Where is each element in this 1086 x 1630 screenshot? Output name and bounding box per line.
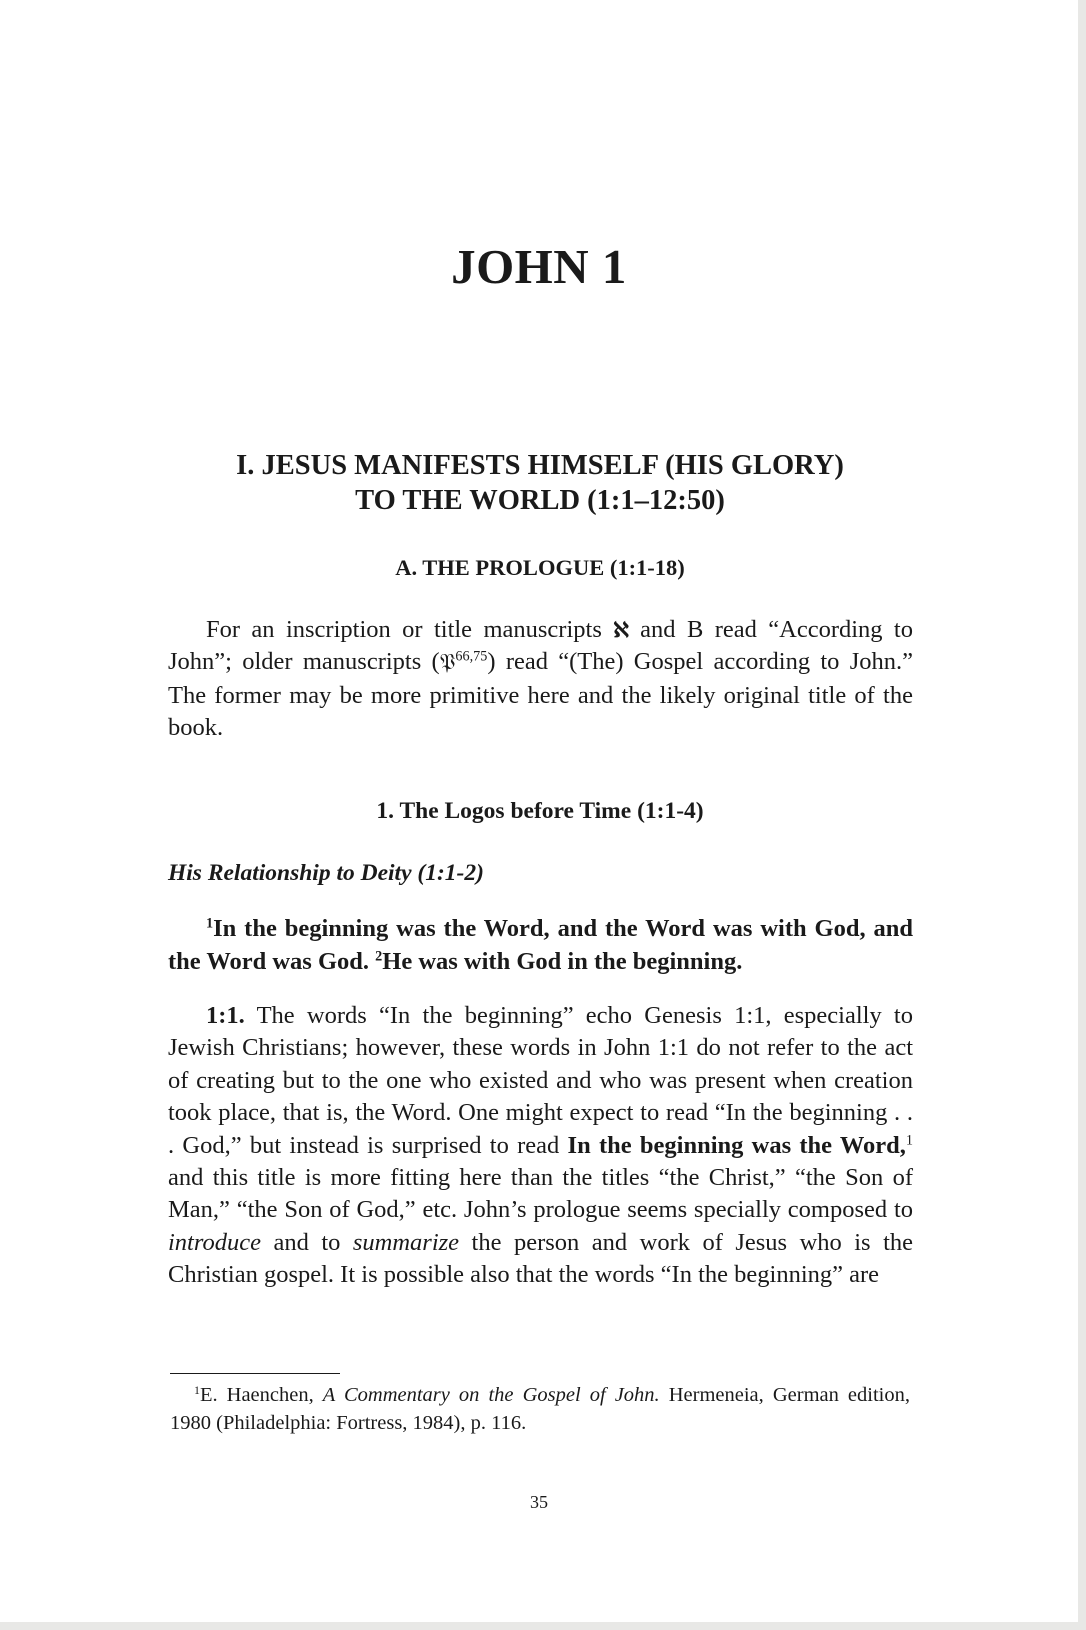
intro-paragraph	[168, 614, 913, 745]
papyrus-superscript: 66,75	[455, 648, 488, 665]
scripture-verse	[168, 912, 913, 978]
aleph-symbol: ℵ	[613, 617, 629, 642]
intro-text	[168, 614, 913, 745]
intro-text-part-3: ) read “(The) Gospel according to John.” The former may be more primitive here and the likely original title of the book.	[168, 648, 913, 742]
page-number: 35	[530, 1492, 548, 1512]
commentary-text-part-3: and to	[261, 1228, 353, 1256]
footnote-title: A Commentary on the Gospel of John.	[322, 1384, 660, 1406]
papyrus-symbol: 𝔓	[439, 650, 456, 676]
footnote	[170, 1381, 910, 1437]
footnote-rest: Hermeneia, German edition, 1980 (Philadelphia: Fortress, 1984), p. 116.	[170, 1384, 910, 1434]
relationship-subheading: His Relationship to Deity (1:1-2)	[168, 860, 484, 886]
footnote-text	[170, 1381, 910, 1437]
footnote-number: 1	[194, 1382, 200, 1397]
section-heading-line-1: I. JESUS MANIFESTS HIMSELF (HIS GLORY)	[236, 450, 844, 481]
commentary-text-part-1: The words “In the beginning” echo Genesis 1:1, especially to Jewish Christians; however, these words in John 1:1 do not refer to the act of creating but to the one who existed and who was present when creation took place, that is, the Word. One might expect to read “In the beginning . . . God,” but instead is surprised to read	[168, 1002, 913, 1159]
page-edge-right	[1078, 0, 1086, 1630]
section-heading	[160, 448, 920, 518]
page-edge-bottom	[0, 1622, 1086, 1630]
commentary-paragraph	[168, 1000, 913, 1292]
intro-text-part-1: For an inscription or title manuscripts	[206, 616, 614, 643]
section-heading-line-2: TO THE WORLD (1:1–12:50)	[355, 485, 725, 516]
verse-number-1: 1	[206, 915, 214, 932]
commentary-italic-summarize: summarize	[352, 1228, 460, 1256]
verse-text	[168, 912, 913, 978]
commentary-text	[168, 1000, 913, 1292]
footnote-divider	[170, 1373, 340, 1374]
subsection-heading: A. THE PROLOGUE (1:1-18)	[395, 555, 685, 580]
footnote-marker[interactable]: 1	[905, 1132, 913, 1149]
intro-text-part-2: and B read “According to John”; older manuscripts (	[168, 616, 913, 676]
commentary-bold-phrase: In the beginning was the Word,	[567, 1131, 906, 1159]
footnote-author: E. Haenchen,	[199, 1384, 323, 1406]
logos-heading: 1. The Logos before Time (1:1-4)	[376, 798, 704, 824]
commentary-text-part-2: and this title is more fitting here than the titles “the Christ,” “the Son of Man,” “the Son of God,” etc. John’s prologue seems specially composed to	[168, 1164, 913, 1224]
commentary-reference: 1:1.	[206, 1002, 245, 1029]
commentary-italic-introduce: introduce	[168, 1228, 261, 1256]
verse-1-text: In the beginning was the Word, and the Word was with God, and the Word was God.	[168, 915, 913, 975]
commentary-text-part-4: the person and work of Jesus who is the Christian gospel. It is possible also that the words “In the beginning” are	[168, 1228, 913, 1289]
chapter-title: JOHN 1	[451, 239, 627, 294]
verse-number-2: 2	[375, 948, 383, 965]
verse-2-text: He was with God in the beginning.	[382, 948, 743, 975]
